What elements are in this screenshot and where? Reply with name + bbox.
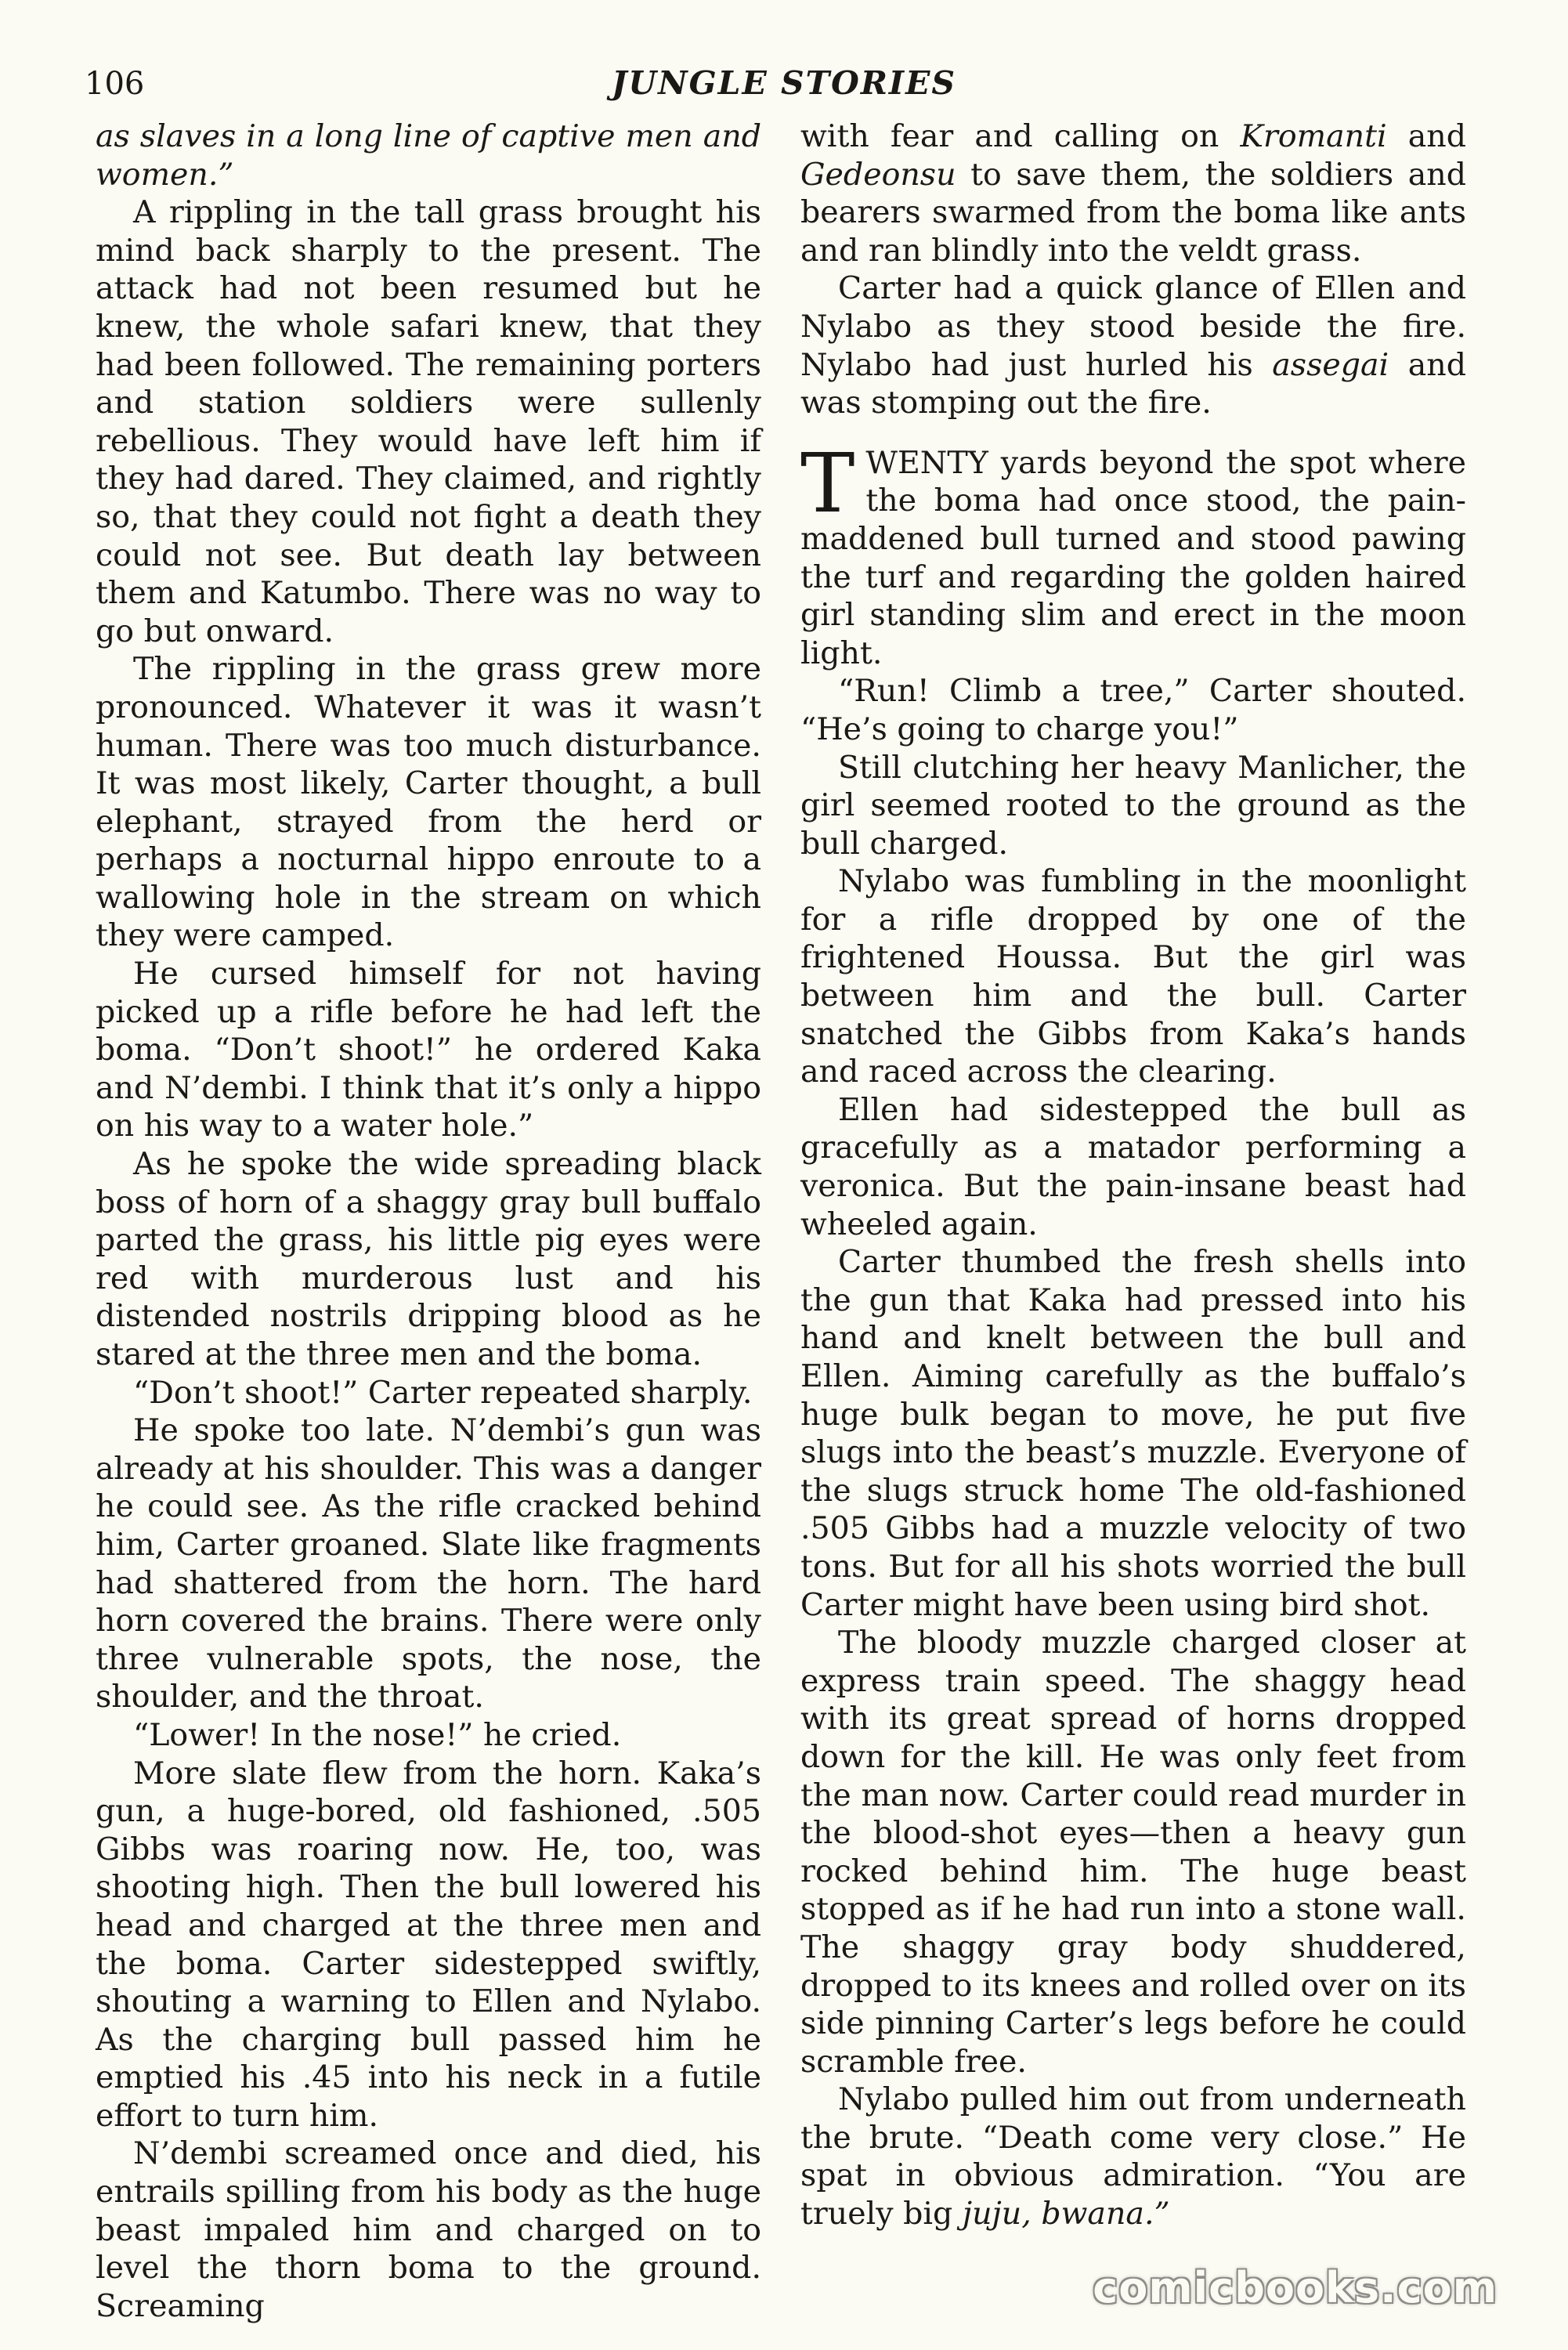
text-run: with fear and calling on bbox=[800, 118, 1241, 154]
italic-text: Kromanti bbox=[1240, 118, 1387, 154]
italic-text: juju, bwana.” bbox=[962, 2196, 1170, 2232]
text-run: A rippling in the tall grass brought his mind back sharply to the present. The attack had not been resumed but he knew, the whole safari knew, that they had been followed. The remaining porters and station soldiers were sullenly rebellious. They would have left him if they had dared. They claimed, and rightly so, that they could not fight a death they could not see. But death lay between them and Katumbo. There was no way to go but onward. bbox=[96, 194, 761, 649]
paragraph bbox=[800, 1091, 1466, 1243]
running-title: JUNGLE STORIES bbox=[612, 64, 956, 102]
text-run: and bbox=[1386, 118, 1466, 154]
text-run: Carter had a quick glance of Ellen and Nylabo as they stood beside the fire. Nylabo had just hurled his bbox=[800, 270, 1466, 383]
text-run: Ellen had sidestepped the bull as gracefully as a matador performing a veronica. But the pain-insane beast had wheeled again. bbox=[800, 1091, 1466, 1242]
watermark-logo: comicbooks.com bbox=[1093, 2263, 1498, 2312]
text-run: “Run! Climb a tree,” Carter shouted. “He’s going to charge you!” bbox=[800, 673, 1466, 747]
paragraph bbox=[800, 2081, 1466, 2232]
paragraph bbox=[800, 269, 1466, 421]
text-run: Nylabo was fumbling in the moonlight for a rifle dropped by one of the frightened Houssa. But the girl was between him and the bull. Carter snatched the Gibbs from Kaka’s hands and raced across the clearing. bbox=[800, 863, 1466, 1090]
paragraph bbox=[800, 435, 1466, 673]
text-run: Carter thumbed the fresh shells into the gun that Kaka had pressed into his hand and knelt between the bull and Ellen. Aiming carefully as the buffalo’s huge bulk began to move, he put five slugs into the beast’s muzzle. Everyone of the slugs struck home The old-fashioned .505 Gibbs had a muzzle velocity of two tons. But for all his shots worried the bull Carter might have been using bird shot. bbox=[800, 1244, 1466, 1623]
paragraph bbox=[96, 1755, 761, 2135]
italic-text: assegai bbox=[1272, 346, 1389, 383]
paragraph bbox=[96, 118, 761, 193]
page-number: 106 bbox=[85, 66, 145, 102]
text-run: Nylabo pulled him out from underneath the brute. “Death come very close.” He spat in obvious admiration. “You are truely big bbox=[800, 2081, 1466, 2232]
text-run: Still clutching her heavy Manlicher, the girl seemed rooted to the ground as the bull charged. bbox=[800, 749, 1466, 862]
text-run: He spoke too late. N’dembi’s gun was already at his shoulder. This was a danger he could see. As the rifle cracked behind him, Carter groaned. Slate like fragments had shattered from the horn. The hard horn covered the brains. There were only three vulnerable spots, the nose, the shoulder, and the throat. bbox=[96, 1412, 761, 1716]
left-column bbox=[96, 118, 761, 2325]
text-run: As he spoke the wide spreading black boss of horn of a shaggy gray bull buffalo parted the grass, his little pig eyes were red with murderous lust and his distended nostrils dripping blood as he stared at the three men and the boma. bbox=[96, 1146, 761, 1372]
paragraph bbox=[96, 193, 761, 650]
text-run: and was stomping out the fire. bbox=[800, 346, 1466, 421]
paragraph bbox=[96, 1412, 761, 1716]
text-run: The bloody muzzle charged closer at express train speed. The shaggy head with its great spread of horns dropped down for the kill. He was only feet from the man now. Carter could read murder in the blood-shot eyes—then a heavy gun rocked behind him. The huge beast stopped as if he had run into a stone wall. The shaggy gray body shuddered, dropped to its knees and rolled over on its side pinning Carter’s legs before he could scramble free. bbox=[800, 1625, 1466, 2080]
text-run: The rippling in the grass grew more pronounced. Whatever it was it wasn’t human. There was too much disturbance. It was most likely, Carter thought, a bull elephant, strayed from the herd or perhaps a nocturnal hippo enroute to a wallowing hole in the stream on which they were camped. bbox=[96, 651, 761, 954]
paragraph bbox=[96, 1716, 761, 1755]
paragraph bbox=[800, 749, 1466, 863]
paragraph bbox=[800, 672, 1466, 748]
italic-text: Gedeonsu bbox=[800, 156, 956, 193]
paragraph bbox=[96, 650, 761, 955]
text-run: WENTY yards beyond the spot where the boma had once stood, the pain-maddened bull turned and stood pawing the turf and regarding the golden haired girl standing slim and erect in the moon light. bbox=[800, 444, 1466, 671]
text-run: He cursed himself for not having picked up a rifle before he had left the boma. “Don’t shoot!” he ordered Kaka and N’dembi. I think that it’s only a hippo on his way to a water hole.” bbox=[96, 956, 761, 1144]
italic-text: as slaves in a long line of captive men and women.” bbox=[96, 118, 761, 193]
paragraph bbox=[96, 1374, 761, 1412]
paragraph bbox=[800, 1243, 1466, 1624]
text-run: More slate flew from the horn. Kaka’s gun, a huge-bored, old fashioned, .505 Gibbs was roaring now. He, too, was shooting high. Then the bull lowered his head and charged at the three men and the boma. Carter sidestepped swiftly, shouting a warning to Ellen and Nylabo. As the charging bull passed him he emptied his .45 into his neck in a futile effort to turn him. bbox=[96, 1755, 761, 2134]
paragraph bbox=[96, 955, 761, 1145]
text-run: “Lower! In the nose!” he cried. bbox=[133, 1716, 622, 1753]
right-column bbox=[800, 118, 1466, 2233]
drop-cap: T bbox=[800, 435, 855, 531]
text-run: N’dembi screamed once and died, his entrails spilling from his body as the huge beast impaled him and charged on to level the thorn boma to the ground. Screaming bbox=[96, 2135, 761, 2324]
paragraph bbox=[800, 862, 1466, 1091]
paragraph bbox=[800, 118, 1466, 269]
paragraph bbox=[96, 2135, 761, 2325]
text-run: to save them, the soldiers and bearers swarmed from the boma like ants and ran blindly into the veldt grass. bbox=[800, 156, 1466, 269]
paragraph bbox=[96, 1145, 761, 1374]
paragraph bbox=[800, 1624, 1466, 2081]
text-run: “Don’t shoot!” Carter repeated sharply. bbox=[133, 1374, 753, 1411]
